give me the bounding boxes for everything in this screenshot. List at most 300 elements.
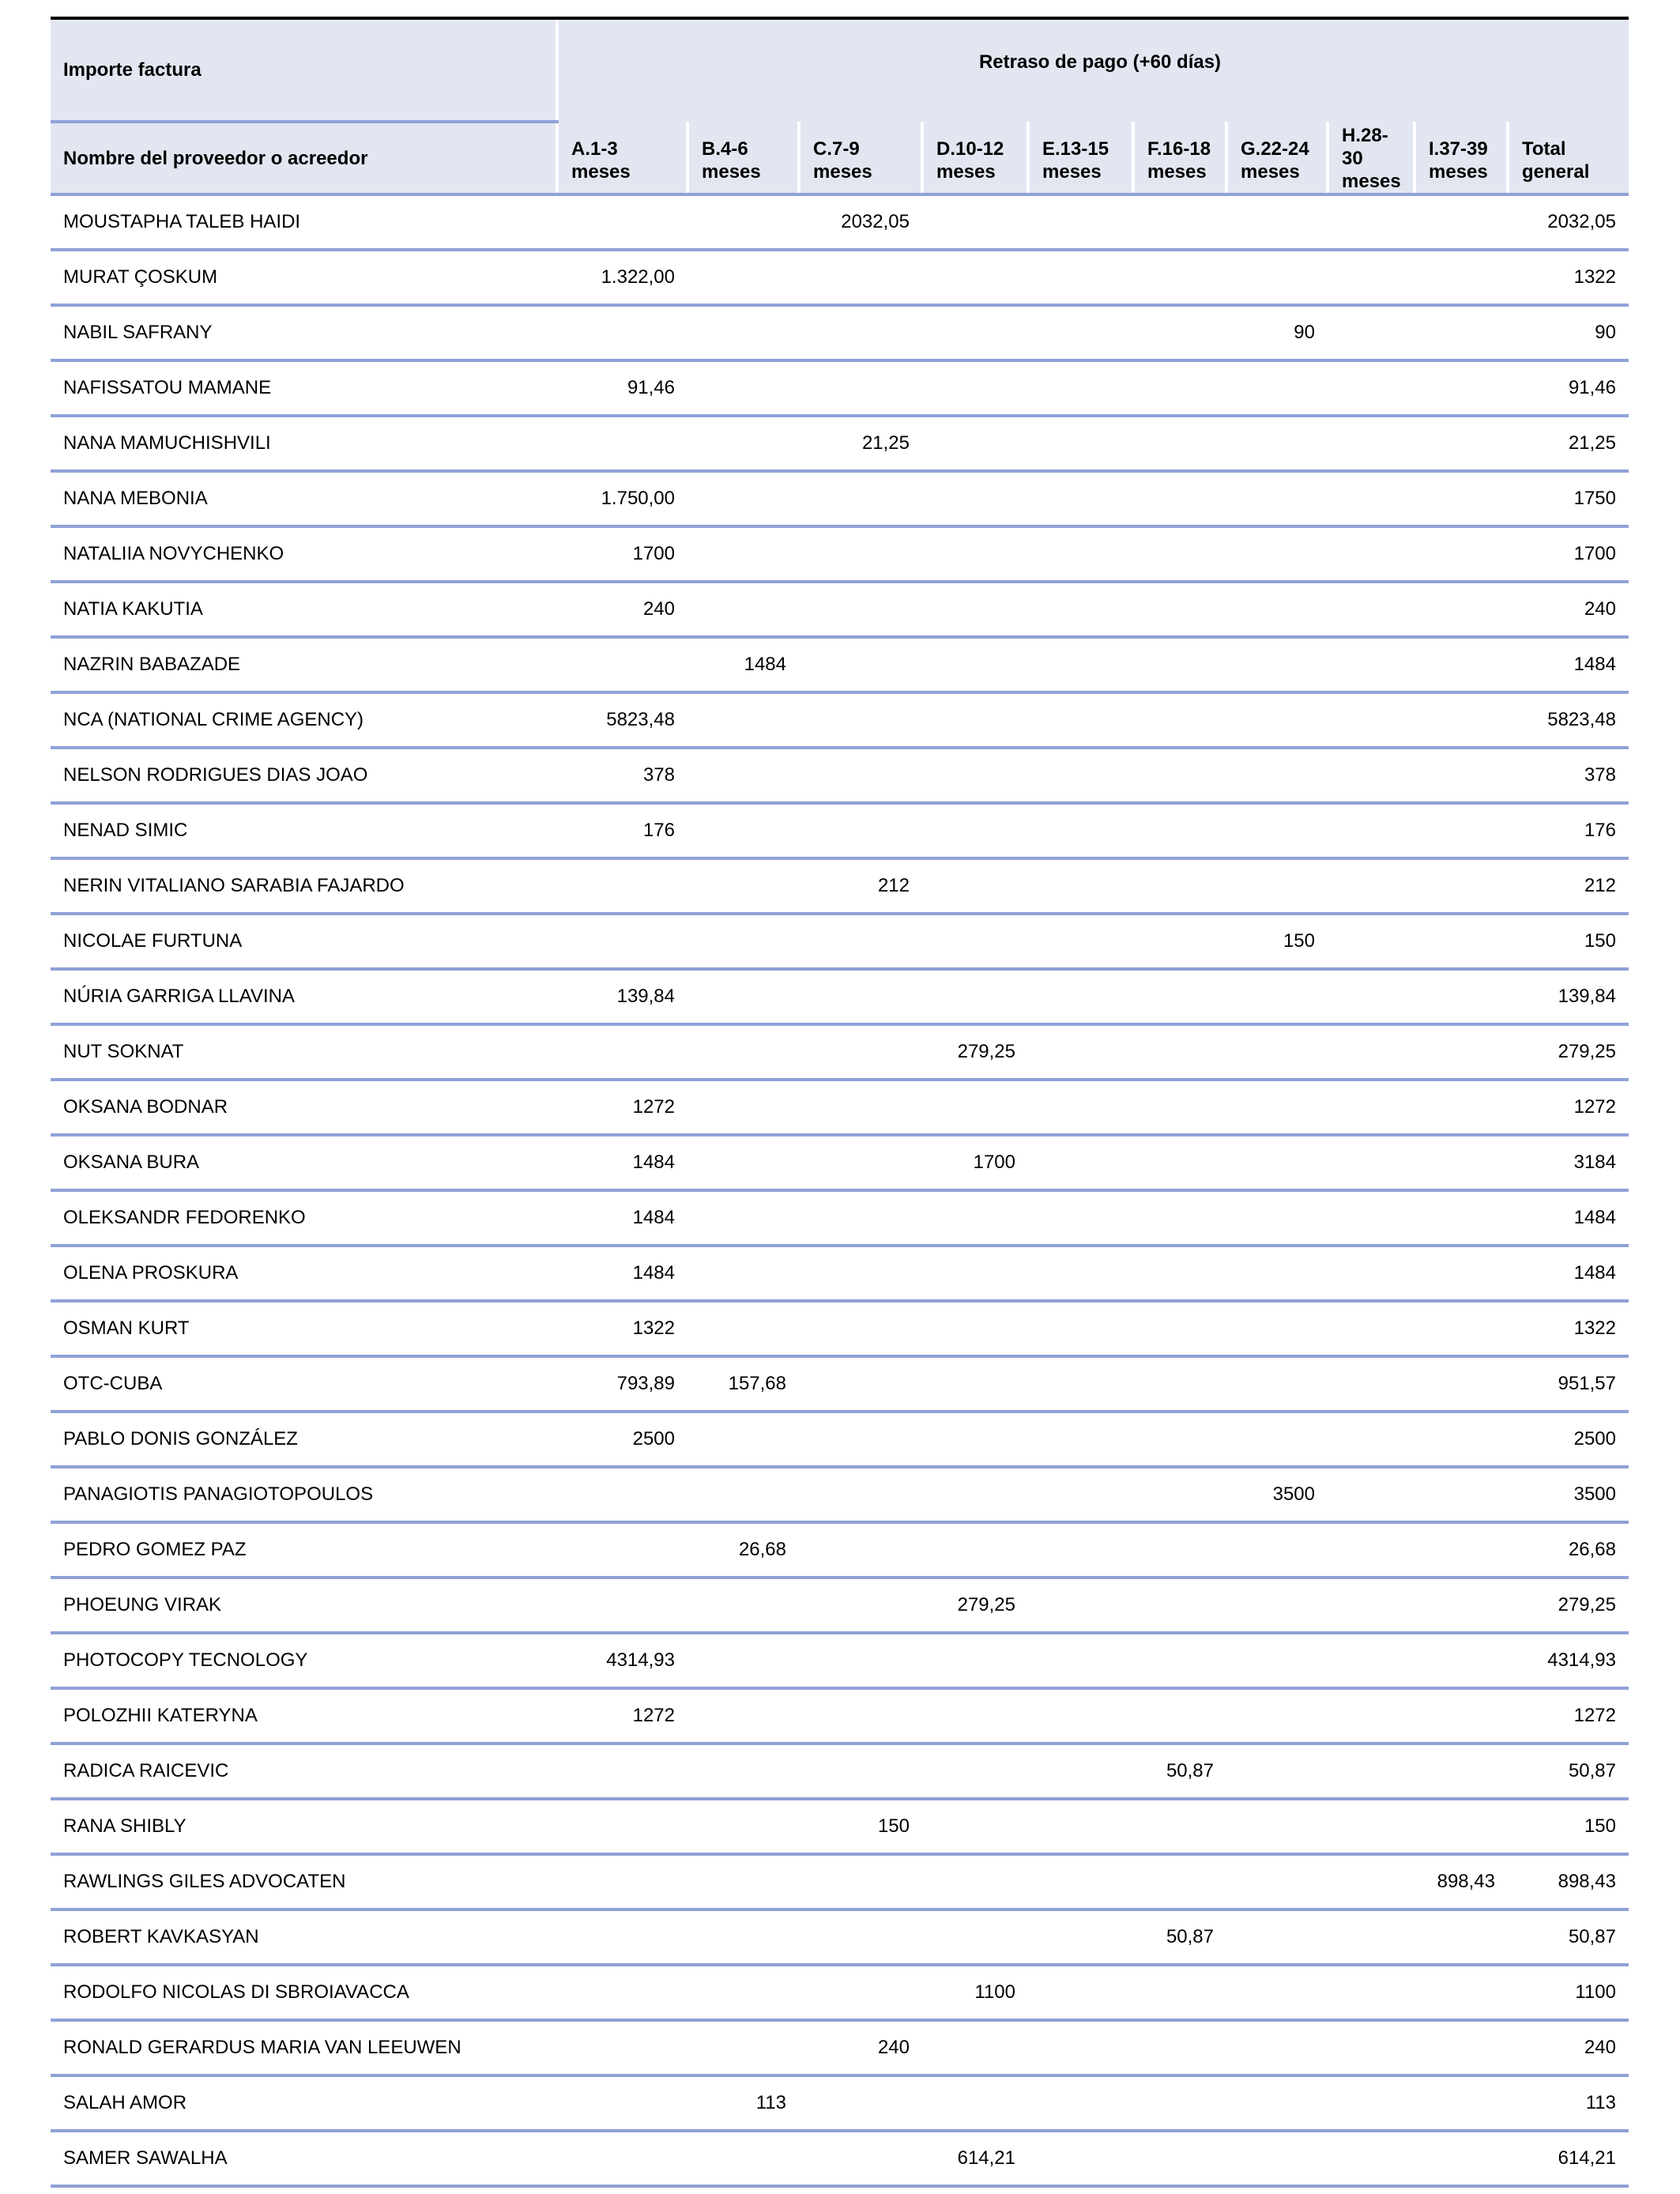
supplier-name-cell: OKSANA BODNAR xyxy=(51,1080,557,1135)
amount-cell xyxy=(557,1522,687,1578)
supplier-name-cell: OKSANA BURA xyxy=(51,1135,557,1190)
supplier-name-cell: MOUSTAPHA TALEB HAIDI xyxy=(51,194,557,250)
amount-cell xyxy=(1028,1467,1133,1522)
amount-cell: 91,46 xyxy=(557,360,687,416)
supplier-name-cell: PEDRO GOMEZ PAZ xyxy=(51,1522,557,1578)
supplier-name-cell: PHOTOCOPY TECNOLOGY xyxy=(51,1633,557,1688)
column-header xyxy=(1328,122,1414,194)
amount-cell: 1484 xyxy=(557,1135,687,1190)
amount-cell xyxy=(1133,582,1226,637)
amount-cell xyxy=(687,1799,799,1854)
amount-cell xyxy=(1414,1080,1508,1135)
amount-cell xyxy=(1328,637,1414,692)
total-cell: 3500 xyxy=(1508,1467,1629,1522)
table-row xyxy=(51,1688,1629,1744)
total-cell: 898,43 xyxy=(1508,1854,1629,1909)
amount-cell xyxy=(1028,1190,1133,1246)
table-row xyxy=(51,692,1629,748)
amount-cell xyxy=(1226,2131,1328,2186)
total-cell: 150 xyxy=(1508,914,1629,969)
amount-cell: 378 xyxy=(557,748,687,803)
amount-cell xyxy=(1414,1412,1508,1467)
amount-cell xyxy=(1328,194,1414,250)
table-row xyxy=(51,969,1629,1024)
amount-cell xyxy=(1328,1688,1414,1744)
total-cell: 1272 xyxy=(1508,1688,1629,1744)
amount-cell xyxy=(557,1799,687,1854)
amount-cell: 5823,48 xyxy=(557,692,687,748)
amount-cell xyxy=(1133,194,1226,250)
column-header-line: H.28- xyxy=(1342,125,1388,146)
column-header-line: E.13-15 xyxy=(1042,138,1109,160)
amount-cell xyxy=(1226,250,1328,305)
amount-cell xyxy=(1328,1246,1414,1301)
amount-cell xyxy=(799,1522,922,1578)
amount-cell xyxy=(1133,1080,1226,1135)
total-cell: 212 xyxy=(1508,858,1629,914)
amount-cell xyxy=(687,416,799,471)
total-cell: 90 xyxy=(1508,305,1629,360)
amount-cell xyxy=(1133,1965,1226,2020)
amount-cell xyxy=(1028,2020,1133,2075)
table-row xyxy=(51,1356,1629,1412)
amount-cell xyxy=(799,305,922,360)
amount-cell xyxy=(799,1633,922,1688)
amount-cell xyxy=(1028,692,1133,748)
table-row xyxy=(51,1854,1629,1909)
amount-cell xyxy=(1133,1688,1226,1744)
supplier-name-cell: RAWLINGS GILES ADVOCATEN xyxy=(51,1854,557,1909)
amount-cell: 150 xyxy=(1226,914,1328,969)
amount-cell xyxy=(799,692,922,748)
column-header-line: F.16-18 xyxy=(1147,138,1211,160)
total-cell: 21,25 xyxy=(1508,416,1629,471)
supplier-name-cell: NENAD SIMIC xyxy=(51,803,557,858)
amount-cell xyxy=(557,914,687,969)
amount-cell xyxy=(799,1688,922,1744)
total-cell: 26,68 xyxy=(1508,1522,1629,1578)
total-cell: 279,25 xyxy=(1508,1024,1629,1080)
table-row xyxy=(51,250,1629,305)
supplier-name-cell: RADICA RAICEVIC xyxy=(51,1744,557,1799)
amount-cell: 240 xyxy=(557,582,687,637)
amount-cell xyxy=(1328,1578,1414,1633)
amount-cell xyxy=(1226,969,1328,1024)
amount-cell: 21,25 xyxy=(799,416,922,471)
amount-cell xyxy=(687,1024,799,1080)
amount-cell xyxy=(1133,1024,1226,1080)
table-row xyxy=(51,1301,1629,1356)
amount-cell xyxy=(1414,250,1508,305)
amount-cell xyxy=(1328,1854,1414,1909)
amount-cell xyxy=(1133,969,1226,1024)
amount-cell xyxy=(687,1909,799,1965)
amount-cell xyxy=(1028,748,1133,803)
amount-cell xyxy=(1028,1744,1133,1799)
total-cell: 378 xyxy=(1508,748,1629,803)
amount-cell xyxy=(922,1744,1028,1799)
amount-cell xyxy=(799,2075,922,2131)
amount-cell xyxy=(1414,2131,1508,2186)
amount-cell xyxy=(687,582,799,637)
amount-cell xyxy=(922,360,1028,416)
amount-cell xyxy=(687,858,799,914)
amount-cell xyxy=(1133,1246,1226,1301)
amount-cell xyxy=(1028,360,1133,416)
amount-cell xyxy=(1328,2131,1414,2186)
amount-cell xyxy=(1028,1080,1133,1135)
total-cell: 951,57 xyxy=(1508,1356,1629,1412)
amount-cell xyxy=(1028,2075,1133,2131)
amount-cell xyxy=(922,1190,1028,1246)
amount-cell xyxy=(687,1301,799,1356)
amount-cell xyxy=(1414,1799,1508,1854)
supplier-name-cell: PABLO DONIS GONZÁLEZ xyxy=(51,1412,557,1467)
amount-cell xyxy=(922,194,1028,250)
supplier-name-cell: ROBERT KAVKASYAN xyxy=(51,1909,557,1965)
amount-cell xyxy=(1133,1135,1226,1190)
table-row xyxy=(51,1909,1629,1965)
amount-cell xyxy=(1028,1578,1133,1633)
amount-cell xyxy=(1028,1024,1133,1080)
amount-cell xyxy=(687,1246,799,1301)
amount-cell: 614,21 xyxy=(922,2131,1028,2186)
column-header-line: A.1-3 xyxy=(571,138,618,160)
amount-cell xyxy=(1028,1688,1133,1744)
amount-cell xyxy=(1226,803,1328,858)
amount-cell xyxy=(1028,194,1133,250)
amount-cell xyxy=(922,1356,1028,1412)
amount-cell: 1484 xyxy=(557,1190,687,1246)
amount-cell xyxy=(922,803,1028,858)
table-row xyxy=(51,2075,1629,2131)
amount-cell xyxy=(1028,1412,1133,1467)
amount-cell xyxy=(922,637,1028,692)
amount-cell xyxy=(1328,1744,1414,1799)
supplier-name-cell: NANA MAMUCHISHVILI xyxy=(51,416,557,471)
total-cell: 240 xyxy=(1508,582,1629,637)
supplier-name-cell: NERIN VITALIANO SARABIA FAJARDO xyxy=(51,858,557,914)
importe-factura-header: Importe factura xyxy=(51,20,557,122)
total-cell: 1322 xyxy=(1508,250,1629,305)
amount-cell xyxy=(1414,1135,1508,1190)
amount-cell xyxy=(1028,1909,1133,1965)
amount-cell xyxy=(557,1744,687,1799)
amount-cell xyxy=(557,637,687,692)
amount-cell xyxy=(1226,1799,1328,1854)
total-cell: 50,87 xyxy=(1508,1744,1629,1799)
amount-cell xyxy=(687,305,799,360)
total-cell: 1484 xyxy=(1508,637,1629,692)
amount-cell xyxy=(799,526,922,582)
amount-cell xyxy=(557,1024,687,1080)
amount-cell xyxy=(1133,305,1226,360)
amount-cell: 2032,05 xyxy=(799,194,922,250)
amount-cell xyxy=(1226,637,1328,692)
amount-cell xyxy=(799,582,922,637)
amount-cell xyxy=(1028,471,1133,526)
amount-cell xyxy=(799,2131,922,2186)
amount-cell xyxy=(1226,416,1328,471)
amount-cell xyxy=(557,1909,687,1965)
amount-cell xyxy=(799,1965,922,2020)
amount-cell: 898,43 xyxy=(1414,1854,1508,1909)
amount-cell xyxy=(1226,1135,1328,1190)
amount-cell xyxy=(1414,1246,1508,1301)
amount-cell xyxy=(799,1578,922,1633)
amount-cell xyxy=(1226,1744,1328,1799)
table-row xyxy=(51,803,1629,858)
amount-cell xyxy=(1414,748,1508,803)
retraso-pago-header: Retraso de pago (+60 días) xyxy=(557,20,1629,122)
amount-cell xyxy=(1133,471,1226,526)
table-row xyxy=(51,2020,1629,2075)
amount-cell xyxy=(687,803,799,858)
amount-cell xyxy=(687,2131,799,2186)
amount-cell xyxy=(687,526,799,582)
amount-cell xyxy=(922,748,1028,803)
amount-cell xyxy=(922,416,1028,471)
total-cell: 1484 xyxy=(1508,1246,1629,1301)
column-header-line: G.22-24 xyxy=(1241,138,1309,160)
total-cell: 1322 xyxy=(1508,1301,1629,1356)
amount-cell xyxy=(687,1688,799,1744)
amount-cell xyxy=(1133,2131,1226,2186)
amount-cell xyxy=(799,969,922,1024)
amount-cell xyxy=(1414,1301,1508,1356)
amount-cell xyxy=(1328,1135,1414,1190)
supplier-name-cell: PHOEUNG VIRAK xyxy=(51,1578,557,1633)
amount-cell xyxy=(1028,1301,1133,1356)
amount-cell xyxy=(799,1909,922,1965)
amount-cell xyxy=(1133,1412,1226,1467)
amount-cell xyxy=(922,1301,1028,1356)
amount-cell xyxy=(799,360,922,416)
amount-cell xyxy=(1328,858,1414,914)
table-row xyxy=(51,582,1629,637)
table-row xyxy=(51,1412,1629,1467)
amount-cell xyxy=(799,803,922,858)
supplier-name-cell: NCA (NATIONAL CRIME AGENCY) xyxy=(51,692,557,748)
amount-cell xyxy=(922,1246,1028,1301)
amount-cell xyxy=(1226,1190,1328,1246)
amount-cell: 1.322,00 xyxy=(557,250,687,305)
amount-cell xyxy=(687,748,799,803)
amount-cell xyxy=(557,2020,687,2075)
amount-cell xyxy=(687,1633,799,1688)
amount-cell xyxy=(1414,858,1508,914)
amount-cell xyxy=(557,416,687,471)
column-header-line: general xyxy=(1522,161,1590,183)
amount-cell xyxy=(1226,1080,1328,1135)
amount-cell xyxy=(1133,1356,1226,1412)
amount-cell xyxy=(1133,1522,1226,1578)
amount-cell xyxy=(1328,305,1414,360)
supplier-name-cell: SAMER SAWALHA xyxy=(51,2131,557,2186)
amount-cell xyxy=(1226,1688,1328,1744)
amount-cell xyxy=(799,250,922,305)
amount-cell xyxy=(1028,1246,1133,1301)
amount-cell xyxy=(1328,1190,1414,1246)
supplier-name-cell: NATALIIA NOVYCHENKO xyxy=(51,526,557,582)
amount-cell xyxy=(799,1467,922,1522)
amount-cell xyxy=(799,1135,922,1190)
column-header-line: meses xyxy=(702,161,761,183)
amount-cell: 279,25 xyxy=(922,1578,1028,1633)
column-header-line: meses xyxy=(813,161,872,183)
amount-cell xyxy=(1328,1356,1414,1412)
supplier-name-cell: POLOZHII KATERYNA xyxy=(51,1688,557,1744)
amount-cell xyxy=(1226,1965,1328,2020)
amount-cell xyxy=(922,305,1028,360)
amount-cell xyxy=(687,1135,799,1190)
amount-cell xyxy=(1226,1356,1328,1412)
amount-cell xyxy=(557,1578,687,1633)
amount-cell xyxy=(557,858,687,914)
column-header xyxy=(799,122,922,194)
amount-cell xyxy=(1328,1467,1414,1522)
column-header-line: meses xyxy=(936,161,996,183)
amount-cell xyxy=(1414,1522,1508,1578)
amount-cell xyxy=(1226,1412,1328,1467)
amount-cell xyxy=(1328,1909,1414,1965)
column-header-line: 30 xyxy=(1342,148,1363,169)
amount-cell xyxy=(1133,360,1226,416)
amount-cell xyxy=(687,1854,799,1909)
amount-cell xyxy=(1414,803,1508,858)
total-cell: 1100 xyxy=(1508,1965,1629,2020)
amount-cell xyxy=(1028,914,1133,969)
amount-cell xyxy=(1226,526,1328,582)
amount-cell: 1484 xyxy=(557,1246,687,1301)
column-header xyxy=(557,122,687,194)
amount-cell xyxy=(922,1412,1028,1467)
amount-cell: 240 xyxy=(799,2020,922,2075)
amount-cell xyxy=(1133,637,1226,692)
amount-cell xyxy=(1226,2020,1328,2075)
amount-cell xyxy=(1226,1301,1328,1356)
amount-cell xyxy=(1133,1190,1226,1246)
supplier-name-cell: NELSON RODRIGUES DIAS JOAO xyxy=(51,748,557,803)
total-cell: 113 xyxy=(1508,2075,1629,2131)
amount-cell xyxy=(1028,2131,1133,2186)
amount-cell xyxy=(1414,1190,1508,1246)
amount-cell xyxy=(799,748,922,803)
amount-cell: 1100 xyxy=(922,1965,1028,2020)
supplier-name-cell: NICOLAE FURTUNA xyxy=(51,914,557,969)
amount-cell xyxy=(799,1744,922,1799)
column-header-line: I.37-39 xyxy=(1429,138,1488,160)
amount-cell xyxy=(1133,526,1226,582)
amount-cell xyxy=(687,194,799,250)
amount-cell: 139,84 xyxy=(557,969,687,1024)
total-cell: 1700 xyxy=(1508,526,1629,582)
column-header-line: C.7-9 xyxy=(813,138,860,160)
column-header-line: meses xyxy=(1042,161,1102,183)
amount-cell xyxy=(1414,526,1508,582)
amount-cell: 793,89 xyxy=(557,1356,687,1412)
amount-cell xyxy=(557,194,687,250)
table-row xyxy=(51,1080,1629,1135)
amount-cell xyxy=(1028,803,1133,858)
table-row xyxy=(51,305,1629,360)
amount-cell xyxy=(1226,194,1328,250)
amount-cell xyxy=(1133,2020,1226,2075)
amount-cell xyxy=(1133,914,1226,969)
total-cell: 614,21 xyxy=(1508,2131,1629,2186)
table-row xyxy=(51,914,1629,969)
amount-cell xyxy=(1414,2020,1508,2075)
amount-cell xyxy=(687,1578,799,1633)
total-cell: 5823,48 xyxy=(1508,692,1629,748)
amount-cell xyxy=(1028,1854,1133,1909)
amount-cell xyxy=(687,969,799,1024)
table-row xyxy=(51,858,1629,914)
table-row xyxy=(51,748,1629,803)
amount-cell xyxy=(1028,1135,1133,1190)
amount-cell: 2500 xyxy=(557,1412,687,1467)
amount-cell xyxy=(1414,582,1508,637)
supplier-name-cell: NUT SOKNAT xyxy=(51,1024,557,1080)
amount-cell xyxy=(1226,1909,1328,1965)
amount-cell xyxy=(922,2075,1028,2131)
amount-cell xyxy=(687,471,799,526)
table-row xyxy=(51,1744,1629,1799)
amount-cell xyxy=(1328,471,1414,526)
amount-cell xyxy=(1328,914,1414,969)
column-header-line: B.4-6 xyxy=(702,138,748,160)
amount-cell xyxy=(799,471,922,526)
table-row xyxy=(51,2131,1629,2186)
amount-cell xyxy=(1226,1633,1328,1688)
amount-cell xyxy=(557,1854,687,1909)
supplier-name-cell: NAFISSATOU MAMANE xyxy=(51,360,557,416)
amount-cell xyxy=(1414,1744,1508,1799)
amount-cell xyxy=(1328,2075,1414,2131)
table-row xyxy=(51,1024,1629,1080)
total-cell: 1750 xyxy=(1508,471,1629,526)
supplier-name-cell: NABIL SAFRANY xyxy=(51,305,557,360)
amount-cell xyxy=(1028,637,1133,692)
column-header xyxy=(1028,122,1133,194)
amount-cell xyxy=(1414,194,1508,250)
amount-cell xyxy=(1414,1024,1508,1080)
table-row xyxy=(51,194,1629,250)
amount-cell xyxy=(1328,1633,1414,1688)
total-cell: 91,46 xyxy=(1508,360,1629,416)
amount-cell xyxy=(687,250,799,305)
amount-cell xyxy=(799,1246,922,1301)
amount-cell xyxy=(922,1467,1028,1522)
amount-cell xyxy=(687,1190,799,1246)
column-header-line: meses xyxy=(1429,161,1488,183)
amount-cell xyxy=(687,1080,799,1135)
total-cell: 176 xyxy=(1508,803,1629,858)
amount-cell: 1484 xyxy=(687,637,799,692)
amount-cell xyxy=(1133,1799,1226,1854)
amount-cell xyxy=(1328,1799,1414,1854)
total-cell: 3184 xyxy=(1508,1135,1629,1190)
amount-cell xyxy=(1133,416,1226,471)
column-header xyxy=(1414,122,1508,194)
amount-cell xyxy=(1414,2075,1508,2131)
column-header-line: meses xyxy=(1241,161,1300,183)
supplier-name-cell: OTC-CUBA xyxy=(51,1356,557,1412)
amount-cell xyxy=(1133,692,1226,748)
amount-cell xyxy=(1328,748,1414,803)
amount-cell xyxy=(1226,748,1328,803)
amount-cell xyxy=(557,1467,687,1522)
